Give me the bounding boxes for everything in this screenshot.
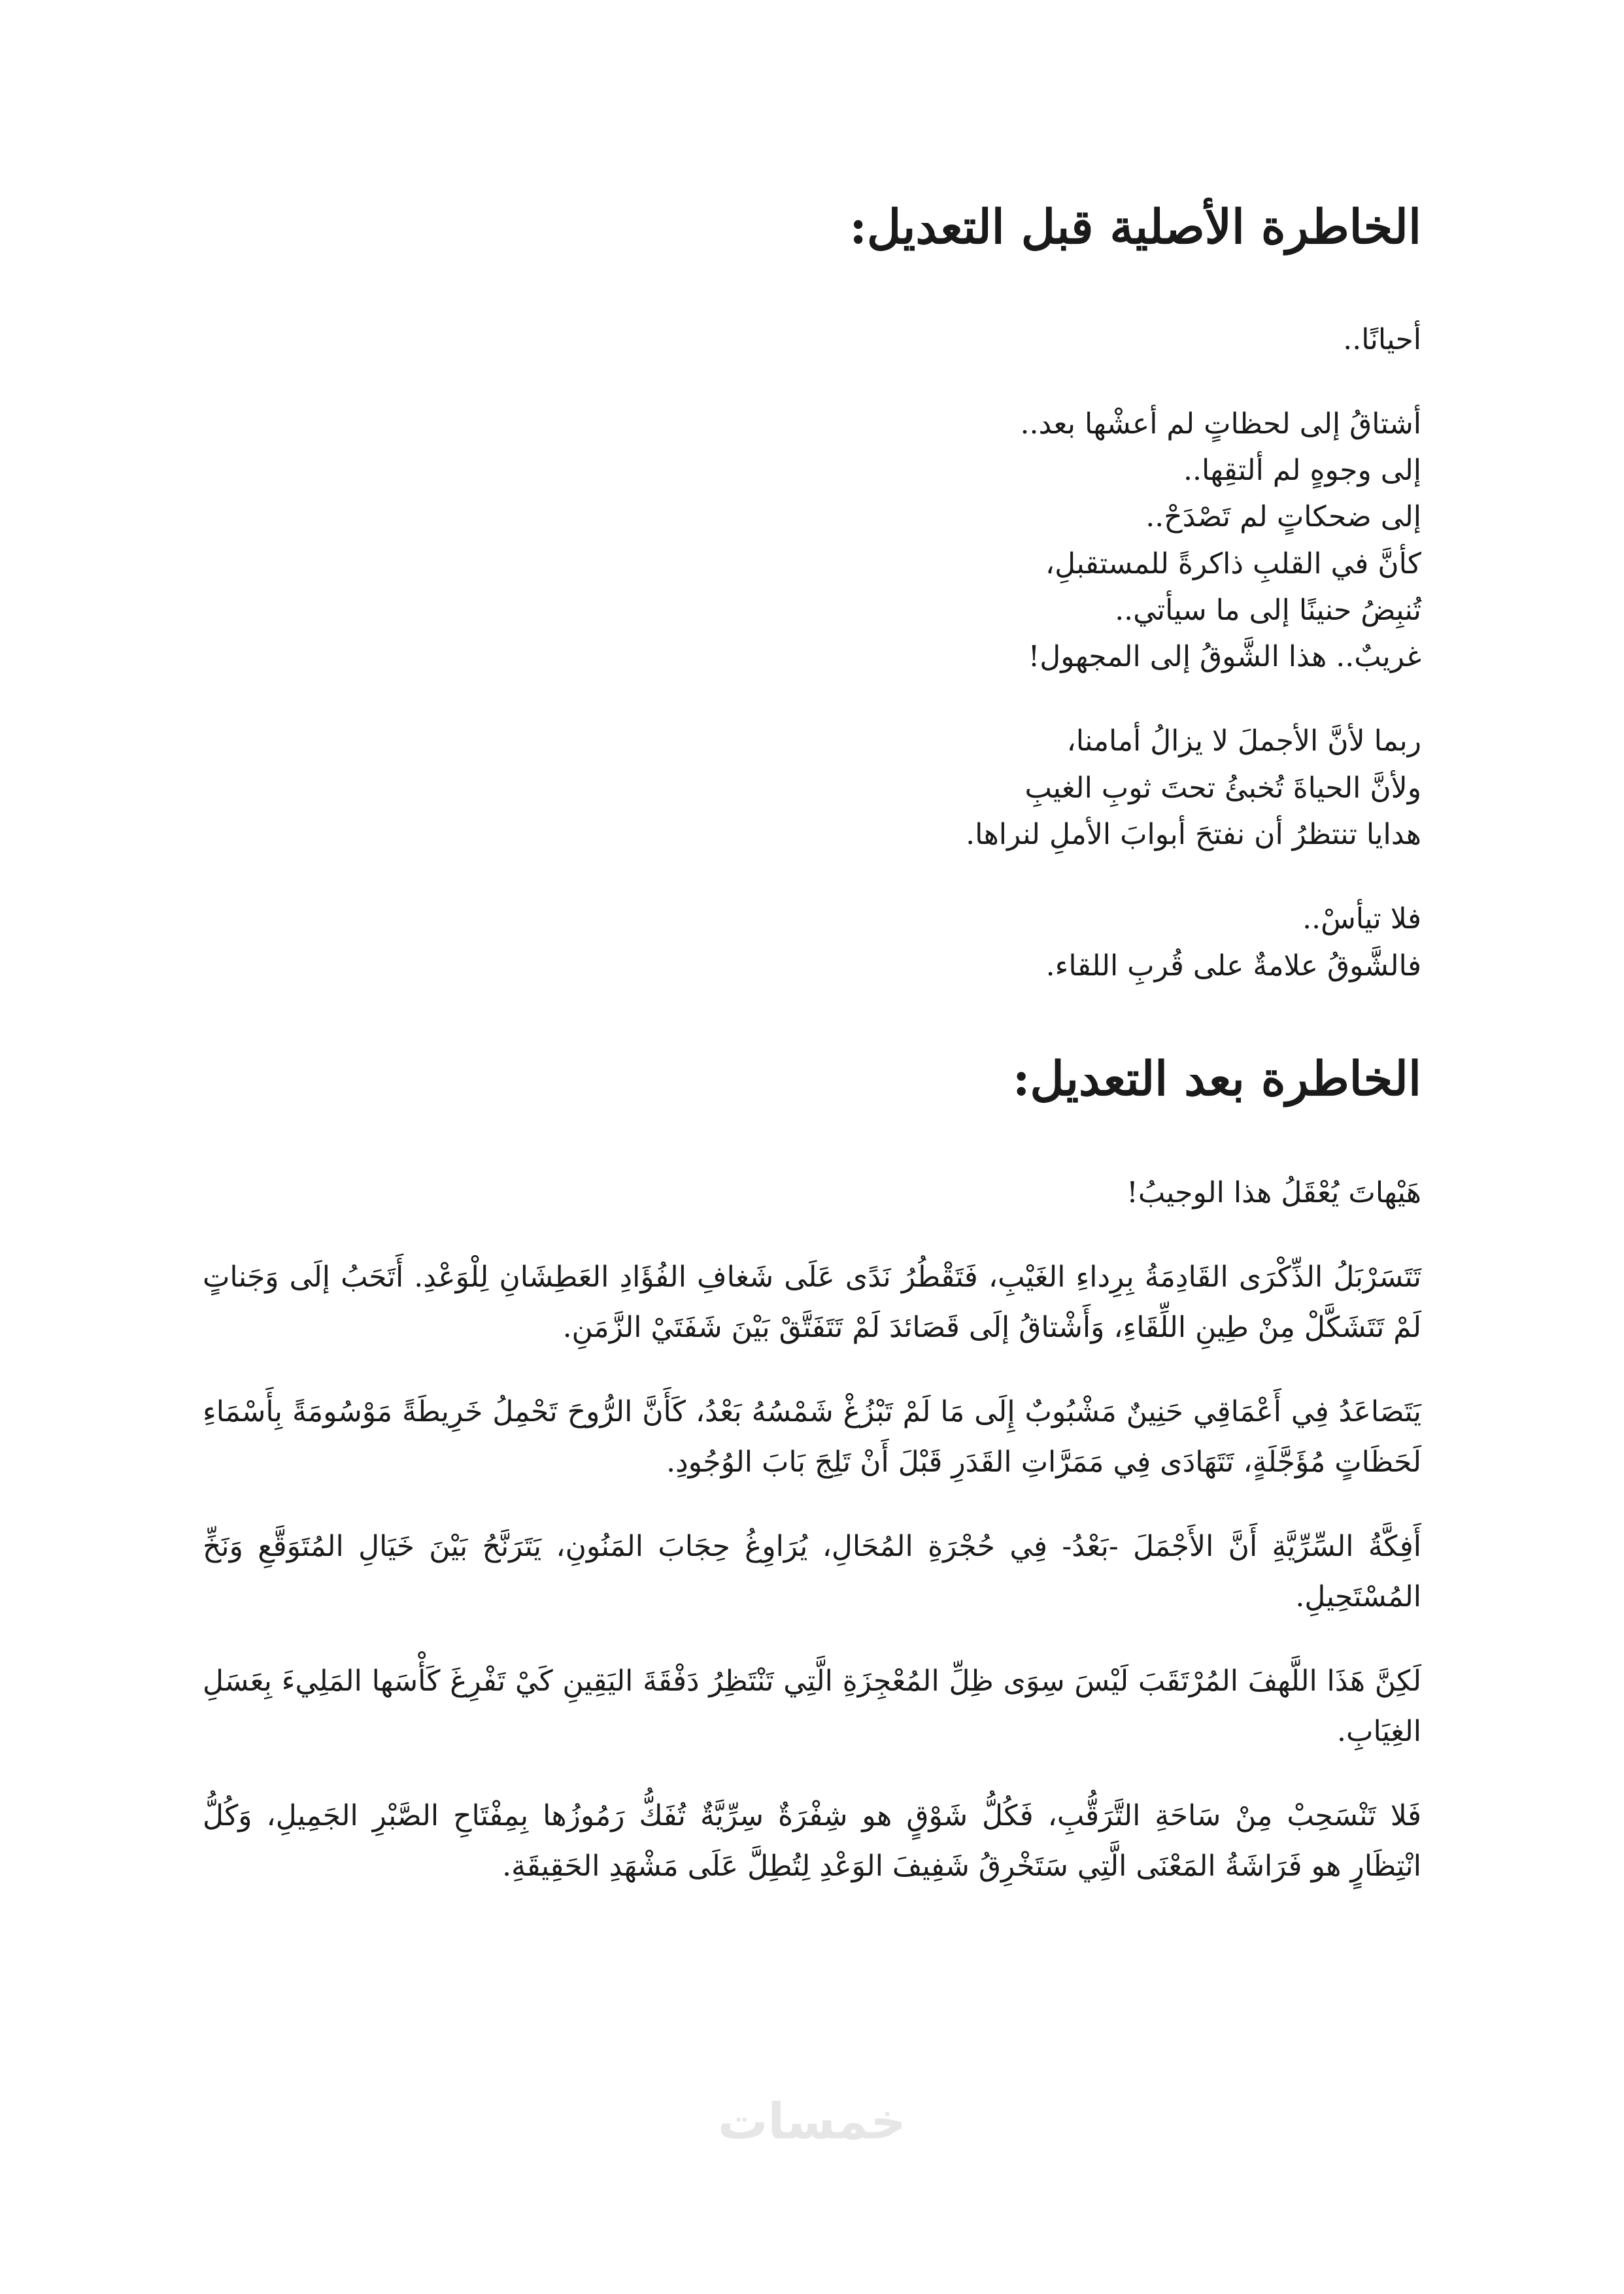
- edited-paragraph: لَكِنَّ هَذَا اللَّهفَ المُرْتَقَبَ لَيْسَ سِوَى ظِلِّ المُعْجِزَةِ الَّتِي تَنْتَظِرُ دَفْقَةَ اليَقِينِ كَيْ تَفْرِغَ كَأْسَها المَلِيءَ بِعَسَلِ الغِيَابِ.: [203, 1664, 1421, 1749]
- poem-line: فالشَّوقُ علامةٌ على قُربِ اللقاء.: [1045, 949, 1421, 983]
- original-stanza-4: [203, 896, 1421, 989]
- poem-line: ولأنَّ الحياةَ تُخبئُ تحتَ ثوبِ الغيبِ: [1024, 771, 1421, 805]
- poem-line: كأنَّ في القلبِ ذاكرةً للمستقبلِ،: [1045, 547, 1421, 581]
- poem-line: أشتاقُ إلى لحظاتٍ لم أعشْها بعد..: [1020, 407, 1421, 441]
- document-content: [203, 196, 1421, 1925]
- edited-paragraph: هَيْهاتَ يُعْقَلُ هذا الوجيبُ!: [1126, 1176, 1421, 1210]
- poem-line: هدايا تنتظرُ أن نفتحَ أبوابَ الأملِ لنراها.: [966, 817, 1421, 851]
- original-stanza-3: [203, 718, 1421, 858]
- edited-heading: الخاطرة بعد التعديل:: [1012, 1050, 1421, 1106]
- khamsat-watermark: خمسات: [718, 2092, 906, 2150]
- poem-line: غريبٌ.. هذا الشَّوقُ إلى المجهول!: [1028, 640, 1421, 674]
- poem-line: تُنبِضُ حنينًا إلى ما سيأتي..: [1115, 593, 1421, 627]
- original-heading: الخاطرة الأصلية قبل التعديل:: [849, 199, 1421, 254]
- poem-line: ربما لأنَّ الأجملَ لا يزالُ أمامنا،: [1066, 724, 1421, 758]
- edited-paragraph: يَتَصَاعَدُ فِي أَعْمَاقِي حَنِينٌ مَشْبُوبٌ إِلَى مَا لَمْ تَبْزُغْ شَمْسُهُ بَعْدُ، كَأَنَّ الرُّوحَ تَحْمِلُ خَرِيطَةً مَوْسُومَةً بِأَسْمَاءِ لَحَظَاتٍ مُؤَجَّلَةٍ، تَتَهَادَى فِي مَمَرَّاتِ القَدَرِ قَبْلَ أَنْ تَلِجَ بَابَ الوُجُودِ.: [203, 1395, 1421, 1479]
- edited-paragraph: تَتَسَرْبَلُ الذِّكْرَى القَادِمَةُ بِرِداءِ الغَيْبِ، فَتَقْطُرُ نَدًى عَلَى شَغافِ الفُؤَادِ العَطِشَانِ لِلْوَعْدِ. أَتَحَبُ إلَى وَجَناتٍ لَمْ تَتَشَكَّلْ مِنْ طِينِ اللِّقَاءِ، وَأَشْتاقُ إلَى قَصَائدَ لَمْ تَتَفَتَّقْ بَيْنَ شَفَتَيْ الزَّمَنِ.: [203, 1260, 1421, 1345]
- original-stanza-1: [203, 316, 1421, 363]
- poem-line: إلى ضحكاتٍ لم تَصْدَحْ..: [1145, 500, 1421, 534]
- poem-line: أحيانًا..: [1343, 322, 1421, 356]
- edited-paragraph: أَفِكَّةُ السِّرِّيَّةِ أَنَّ الأَجْمَلَ -بَعْدُ- فِي حُجْرَةِ المُحَالِ، يُرَاوِغُ حِجَابَ المَنُونِ، يَتَرَنَّحُ بَيْنَ خَيَالِ المُتَوَقَّعِ وَنَخِّ المُسْتَحِيلِ.: [203, 1530, 1421, 1614]
- poem-line: فلا تيأسْ..: [1302, 902, 1421, 936]
- original-stanza-2: [203, 401, 1421, 681]
- edited-paragraph: فَلا تَنْسَحِبْ مِنْ سَاحَةِ التَّرَقُّبِ، فَكُلُّ شَوْقٍ هو شِفْرَةٌ سِرِّيَّةٌ تُفَكُّ رَمُوزُها بِمِفْتَاحِ الصَّبْرِ الجَمِيلِ، وَكُلُّ انْتِظَارٍ هو فَرَاشَةُ المَعْنَى الَّتِي سَتَخْرِقُ شَفِيفَ الوَعْدِ لِتُطِلَّ عَلَى مَشْهَدِ الحَقِيقَةِ.: [203, 1799, 1421, 1883]
- poem-line: إلى وجوهٍ لم ألتقِها..: [1183, 454, 1421, 488]
